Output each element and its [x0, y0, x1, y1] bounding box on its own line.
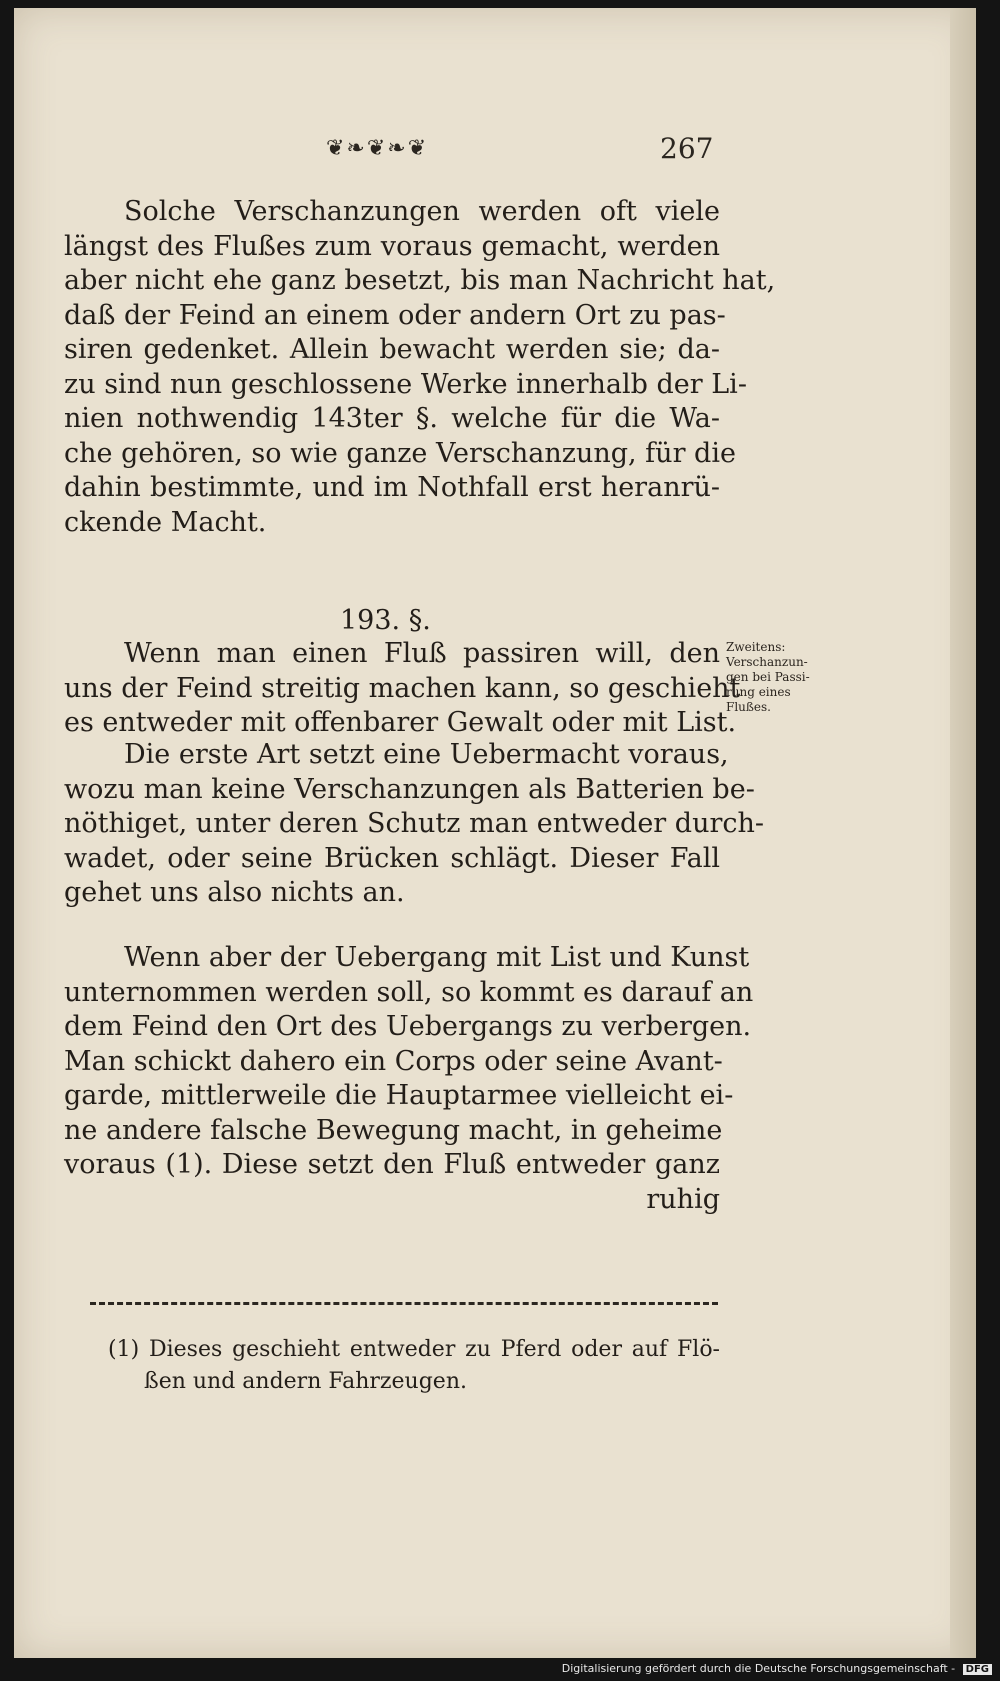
margin-note — [726, 640, 856, 715]
text-line: unternommen werden soll, so kommt es darauf an — [64, 976, 754, 1008]
catchword: ruhig — [646, 1183, 720, 1215]
margin-note-line: Verschanzun- — [726, 655, 808, 669]
page-header — [310, 130, 730, 170]
paragraph-4 — [64, 941, 754, 1217]
text-line: siren gedenket. Allein bewacht werden sie; da- — [64, 334, 720, 365]
text-line: Wenn man einen Fluß passiren will, den — [124, 638, 720, 669]
paragraph-1 — [64, 195, 776, 540]
paragraph-2 — [64, 637, 741, 741]
page-number: 267 — [660, 132, 714, 165]
text-line: wozu man keine Verschanzungen als Batterien be- — [64, 773, 755, 805]
footnote-rule — [90, 1302, 718, 1305]
margin-note-line: Flußes. — [726, 700, 771, 714]
text-line: voraus (1). Diese setzt den Fluß entweder ganz — [64, 1149, 720, 1180]
digitization-credit — [562, 1662, 992, 1675]
text-line: Solche Verschanzungen werden oft viele — [124, 196, 720, 227]
text-line: nöthiget, unter deren Schutz man entweder durch- — [64, 808, 765, 839]
margin-note-line: rung eines — [726, 685, 791, 699]
footnote-line: ßen und andern Fahrzeugen. — [144, 1369, 467, 1394]
text-line: Wenn aber der Uebergang mit List und Kunst — [124, 942, 750, 973]
text-line: längst des Flußes zum voraus gemacht, werden — [64, 230, 720, 262]
text-line: Man schickt dahero ein Corps oder seine Avant- — [64, 1045, 723, 1077]
text-line: zu sind nun geschlossene Werke innerhalb der Li- — [64, 368, 747, 400]
credit-text: Digitalisierung gefördert durch die Deutsche Forschungsgemeinschaft - — [561, 1662, 956, 1675]
text-line: daß der Feind an einem oder andern Ort zu pas- — [64, 299, 726, 331]
text-line: aber nicht ehe ganz besetzt, bis man Nachricht hat, — [64, 265, 776, 296]
text-line: ckende Macht. — [64, 506, 267, 538]
text-line: che gehören, so wie ganze Verschanzung, für die — [64, 437, 736, 469]
text-line: dahin bestimmte, und im Nothfall erst heranrü- — [64, 472, 720, 503]
footnote — [108, 1334, 720, 1398]
text-line: dem Feind den Ort des Uebergangs zu verbergen. — [64, 1011, 752, 1042]
text-line: garde, mittlerweile die Hauptarmee vielleicht ei- — [64, 1080, 734, 1111]
text-line: wadet, oder seine Brücken schlägt. Dieser Fall — [64, 842, 720, 874]
margin-note-line: gen bei Passi- — [726, 670, 810, 684]
dfg-logo-icon: DFG — [963, 1664, 992, 1675]
margin-note-line: Zweitens: — [726, 640, 786, 654]
ornament-icon: ❦❧❦❧❦ — [326, 136, 429, 161]
text-line: uns der Feind streitig machen kann, so geschieht — [64, 672, 741, 704]
text-line: Die erste Art setzt eine Uebermacht voraus, — [124, 739, 729, 770]
text-line: gehet uns also nichts an. — [64, 877, 405, 908]
paragraph-3 — [64, 738, 765, 911]
text-line: nien nothwendig 143ter §. welche für die Wa- — [64, 403, 720, 434]
text-line: ne andere falsche Bewegung macht, in geheime — [64, 1114, 723, 1146]
text-line: es entweder mit offenbarer Gewalt oder mit List. — [64, 707, 737, 738]
footnote-line: (1) Dieses geschieht entweder zu Pferd oder auf Flö- — [108, 1337, 720, 1362]
page-edge — [950, 8, 976, 1658]
section-heading: 193. §. — [340, 605, 431, 636]
